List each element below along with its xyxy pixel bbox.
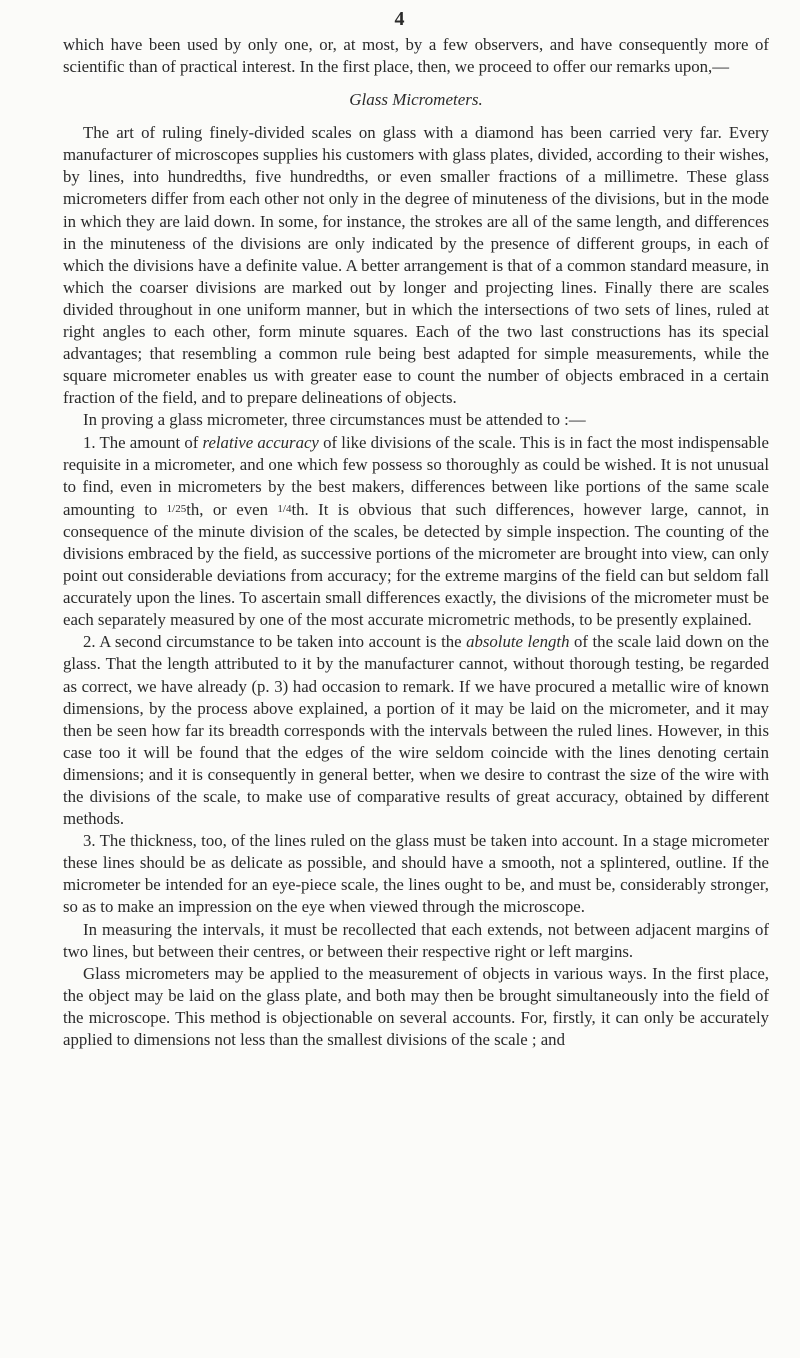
intro-paragraph: which have been used by only one, or, at most, by a few observers, and have consequently more of scientific than of practical interest. In the first place, then, we proceed to offer our remarks upon,— [63, 35, 769, 77]
section-heading: Glass Micrometers. [349, 90, 483, 110]
paragraph-application: Glass micrometers may be applied to the measurement of objects in various ways. In the first place, the object may be laid on the glass plate, and both may then be brought simultaneously into the field of the microscope. This method is objectionable on several accounts. For, firstly, it can only be accurately applied to dimensions not less than the smallest divisions of the scale ; and [63, 963, 769, 1050]
list-item-line-thickness: 3. The thickness, too, of the lines ruled on the glass must be taken into account. In a stage micrometer these lines should be as delicate as possible, and should have a smooth, not a splintered, outline. If the micrometer be intended for an eye-piece scale, the lines ought to be, and must be, considerably stronger, so as to make an impression on the eye when viewed through the microscope. [63, 831, 769, 917]
item1-text-d: th. It is obvious that such differences, however large, cannot, in consequence of the minute division of the scales, be detected by simple inspection. The counting of the divisions embraced by the field, as successive portions of the micrometer are brought into view, can only point out considerable deviations from accuracy; for the extreme margins of the field can but seldom fall accurately upon the lines. To ascertain small differences exactly, the divisions of the micrometer must be each separately measured by one of the most accurate micrometric methods, to be presently explained. [63, 499, 769, 630]
list-item-relative-accuracy [63, 432, 769, 632]
item2-text-b: of the scale laid down on the glass. That the length attributed to it by the manufacturer cannot, without thorough testing, be regarded as correct, we have already (p. 3) had occasion to remark. If we have procured a metallic wire of known dimensions, by the process above explained, a portion of it may be laid on the micrometer, and it may then be seen how far its breadth corresponds with the intervals between the ruled lines. However, in this case too it will be found that the edges of the wire seldom coincide with the lines denoting certain dimensions; and it is consequently in general better, when we desire to contrast the size of the wire with the divisions of the scale, to make use of comparative results of great accuracy, obtained by different methods. [63, 632, 769, 829]
item2-text-a: 2. A second circumstance to be taken into account is the [83, 632, 467, 652]
item1-text-a: 1. The amount of [83, 432, 203, 452]
item1-emphasis: relative accuracy [202, 432, 319, 452]
body-text [63, 34, 769, 1051]
fraction-one-fourth: 1/4 [277, 502, 292, 515]
paragraph-measuring-intervals: In measuring the intervals, it must be recollected that each extends, not between adjacent margins of two lines, but between their centres, or between their respective right or left margins. [63, 919, 769, 961]
item1-text-b: of like divisions of the scale. This is in fact the most indispensable requisite in a micrometer, and one which few possess so thoroughly as could be wished. It is not unusual to find, even in micrometers by the best makers, differences between like portions of the same scale amounting to [63, 432, 769, 519]
fraction-one-twenty-fifth: 1/25 [166, 502, 187, 515]
paragraph-proving: In proving a glass micrometer, three circumstances must be attended to :— [83, 410, 586, 430]
item2-emphasis: absolute length [466, 632, 570, 652]
item1-text-c: th, or even [186, 499, 278, 519]
paragraph-ruling-scales: The art of ruling finely-divided scales on glass with a diamond has been carried very far. Every manufacturer of microscopes supplies his customers with glass plates, divided, according to their wishes, by lines, into hundredths, five hundredths, or even smaller fractions of a millimetre. These glass micrometers differ from each other not only in the degree of minuteness of the divisions, but in the mode in which they are laid down. In some, for instance, the strokes are all of the same length, and differences in the minuteness of the divisions are only indicated by the presence of different groups, in each of which the divisions have a definite value. A better arrangement is that of a common standard measure, in which the coarser divisions are marked out by longer and projecting lines. Finally there are scales divided throughout in one uniform manner, but in which the intersections of two sets of lines, ruled at right angles to each other, form minute squares. Each of the two last constructions has its special advantages; that resembling a common rule being best adapted for simple measurements, while the square micrometer enables us with greater ease to count the number of objects embraced in a certain fraction of the field, and to prepare delineations of objects. [63, 123, 769, 408]
list-item-absolute-length [63, 631, 769, 830]
page-number: 4 [394, 8, 406, 30]
